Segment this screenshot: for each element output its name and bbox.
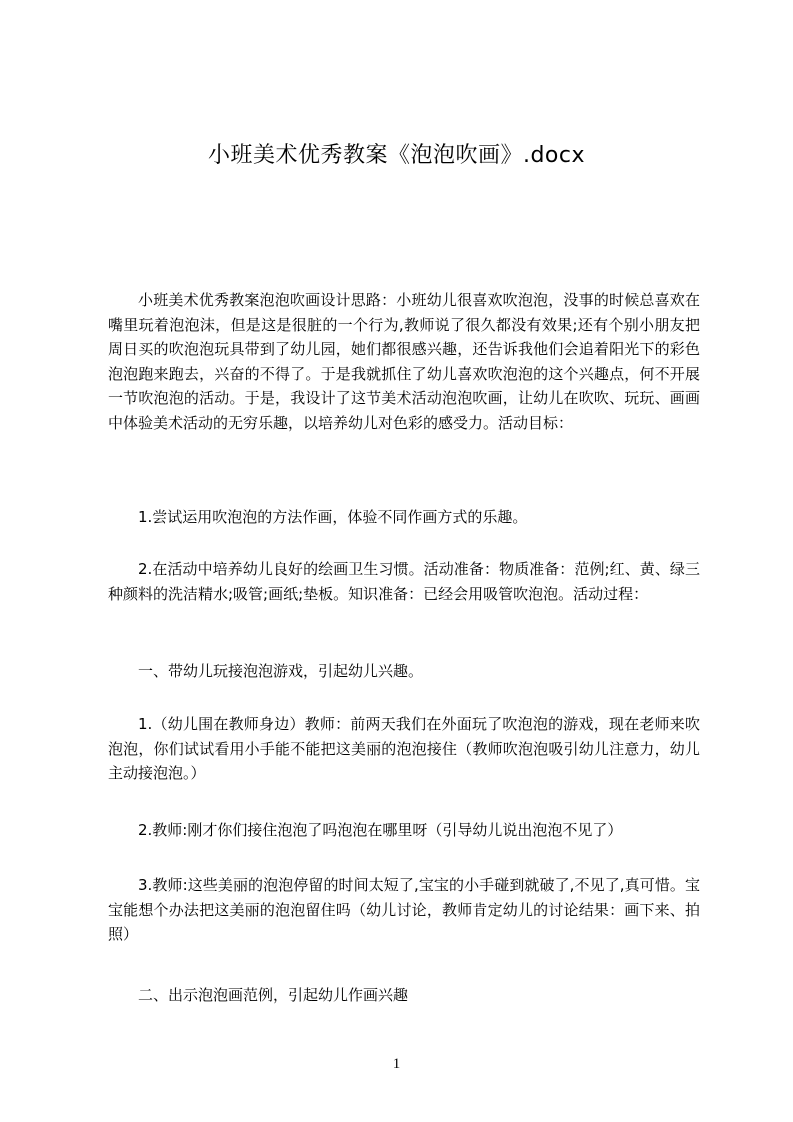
section-heading-1: 一、带幼儿玩接泡泡游戏，引起幼儿兴趣。 (138, 662, 424, 680)
paragraph-design-idea: 小班美术优秀教案泡泡吹画设计思路：小班幼儿很喜欢吹泡泡，没事的时候总喜欢在嘴里玩着泡泡沫，但是这是很脏的一个行为,教师说了很久都没有效果;还有个别小朋友把周日买的吹泡泡玩具带到了幼儿园，她们都很感兴趣，还告诉我他们会追着阳光下的彩色泡泡跑来跑去，兴奋的不得了。于是我就抓住了幼儿喜欢吹泡泡的这个兴趣点，何不开展一节吹泡泡的活动。于是，我设计了这节美术活动泡泡吹画，让幼儿在吹吹、玩玩、画画中体验美术活动的无穷乐趣，以培养幼儿对色彩的感受力。活动目标： (108, 291, 700, 432)
document-title: 小班美术优秀教案《泡泡吹画》.docx (207, 143, 586, 168)
section-heading-2: 二、出示泡泡画范例，引起幼儿作画兴趣 (138, 986, 409, 1004)
paragraph-goal-1: 1.尝试运用吹泡泡的方法作画，体验不同作画方式的乐趣。 (138, 508, 528, 526)
paragraph-step-3: 3.教师:这些美丽的泡泡停留的时间太短了,宝宝的小手碰到就破了,不见了,真可惜。宝宝能想个办法把这美丽的泡泡留住吗（幼儿讨论，教师肯定幼儿的讨论结果：画下来、拍照） (108, 876, 700, 943)
paragraph-step-2: 2.教师:刚才你们接住泡泡了吗泡泡在哪里呀（引导幼儿说出泡泡不见了） (138, 821, 623, 839)
paragraph-goal-2-preparation: 2.在活动中培养幼儿良好的绘画卫生习惯。活动准备：物质准备：范例;红、黄、绿三种颜料的洗洁精水;吸管;画纸;垫板。知识准备：已经会用吸管吹泡泡。活动过程： (108, 560, 700, 603)
paragraph-step-1: 1.（幼儿围在教师身边）教师：前两天我们在外面玩了吹泡泡的游戏，现在老师来吹泡泡，你们试试看用小手能不能把这美丽的泡泡接住（教师吹泡泡吸引幼儿注意力，幼儿主动接泡泡。） (108, 715, 700, 782)
page-number: 1 (392, 1056, 401, 1072)
